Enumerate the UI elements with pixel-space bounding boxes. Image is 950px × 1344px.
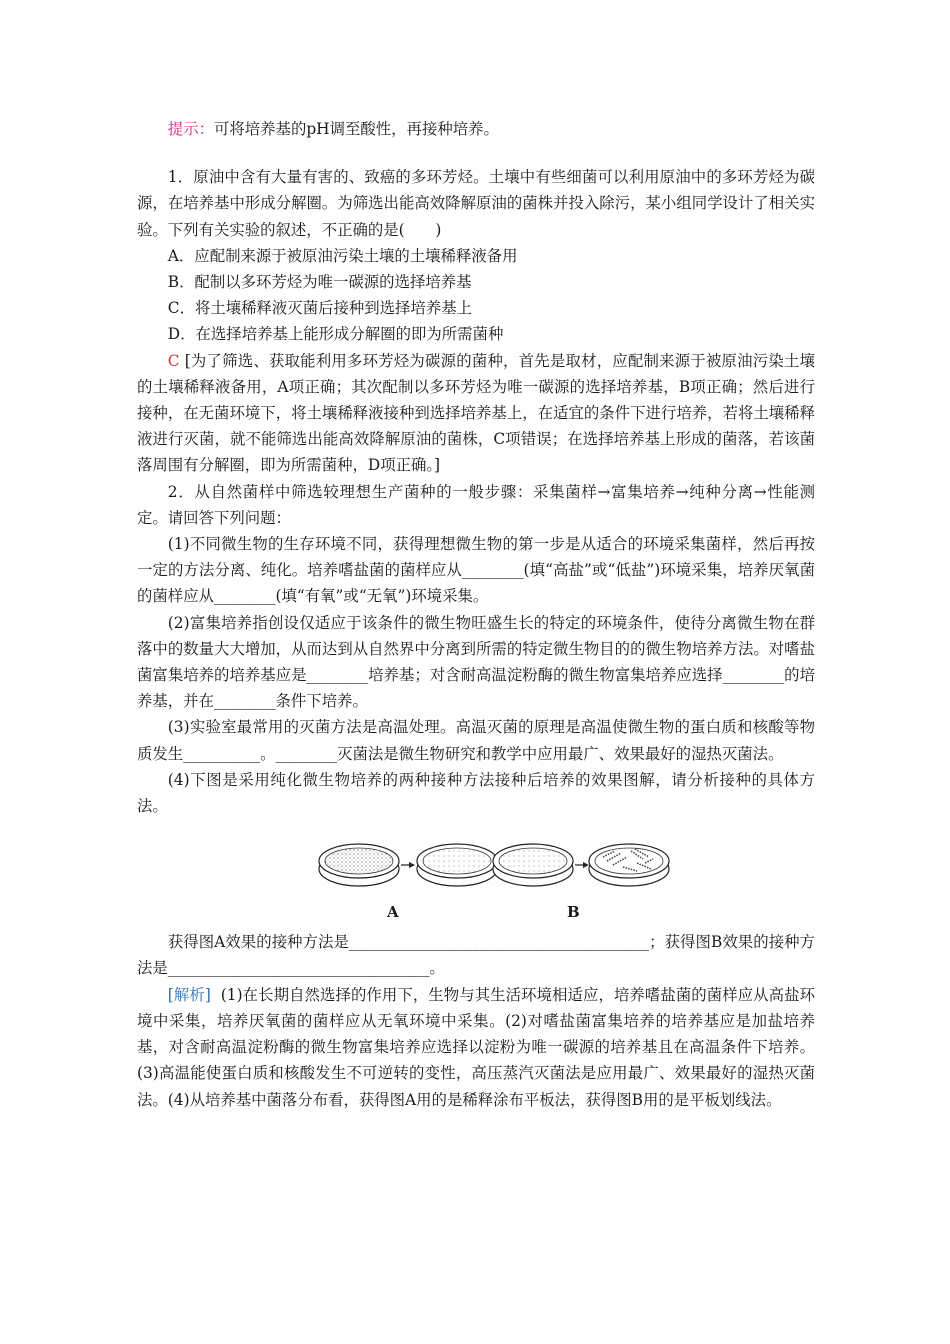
q2-analysis: (1)在长期自然选择的作用下，生物与其生活环境相适应，培养嗜盐菌的菌样应从高盐环境中采集，培养厌氧菌的菌样应从无氧环境中采集。(2)对嗜盐菌富集培养的培养基应是加盐培养基，对含耐高温淀粉酶的微生物富集培养应选择以淀粉为唯一碳源的培养基且在高温条件下培养。(3)高温能使蛋白质和核酸发生不可逆转的变性，高压蒸汽灭菌法是应用最广、效果最好的湿热灭菌法。(4)从培养基中菌落分布看，获得图A用的是稀释涂布平板法，获得图B用的是平板划线法。 xyxy=(137,985,815,1109)
q1-option-c: C．将土壤稀释液灭菌后接种到选择培养基上 xyxy=(167,299,472,318)
q1-answer: C xyxy=(167,351,180,370)
q2-part3: (3)实验室最常用的灭菌方法是高温处理。高温灭菌的原理是高温使微生物的蛋白质和核酸等物质发生__________。________灭菌法是微生物研究和教学中应用最广、效果最好的湿热灭菌法。 xyxy=(137,718,815,763)
dish-a-before xyxy=(319,844,399,886)
q2-part2: (2)富集培养指创设仅适应于该条件的微生物旺盛生长的特定的环境条件，使待分离微生物在群落中的数量大大增加，从而达到从自然界中分离到所需的特定微生物目的的微生物培养方法。对嗜盐菌富集培养的培养基应是________培养基；对含耐高温淀粉酶的微生物富集培养应选择________的培养基，并在________条件下培养。 xyxy=(137,613,815,711)
q1-option-d: D．在选择培养基上能形成分解圈的即为所需菌种 xyxy=(167,325,504,344)
dish-b-before xyxy=(493,844,573,886)
arrow-icon xyxy=(401,862,415,868)
q2-analysis-paragraph xyxy=(137,982,815,1113)
dish-b-after xyxy=(589,844,669,886)
hint-label: 提示： xyxy=(167,120,214,138)
q1-option-b: B．配制以多环芳烃为唯一碳源的选择培养基 xyxy=(167,273,472,292)
petri-dish-illustration xyxy=(137,829,815,899)
q1-stem: 1．原油中含有大量有害的、致癌的多环芳烃。土壤中有些细菌可以利用原油中的多环芳烃为碳源，在培养基中形成分解圈。为筛选出能高效降解原油的菌株并投入除污，某小组同学设计了相关实验。下列有关实验的叙述，不正确的是( ) xyxy=(137,168,815,239)
hint-text: 可将培养基的pH调至酸性，再接种培养。 xyxy=(213,120,499,138)
petri-dish-figure xyxy=(137,829,815,899)
q1-explanation-paragraph xyxy=(137,348,815,479)
figure-label-a: A xyxy=(387,903,399,922)
q1-explanation: [为了筛选、获取能利用多环芳烃为碳源的菌种，首先是取材，应配制来源于被原油污染土壤的土壤稀释液备用，A项正确；其次配制以多环芳烃为唯一碳源的选择培养基，B项正确；然后进行接种，在无菌环境下，将土壤稀释液接种到选择培养基上，在适宜的条件下进行培养，若将土壤稀释液进行灭菌，就不能筛选出能高效降解原油的菌株，C项错误；在选择培养基上形成的菌落，若该菌落周围有分解圈，即为所需菌种，D项正确。] xyxy=(137,351,815,475)
figure-label-b: B xyxy=(567,903,580,922)
q2-stem: 2．从自然菌样中筛选较理想生产菌种的一般步骤：采集菌样→富集培养→纯种分离→性能测定。请回答下列问题： xyxy=(137,482,815,527)
hint-paragraph xyxy=(137,116,815,142)
document-page xyxy=(137,116,815,1113)
q2-part1: (1)不同微生物的生存环境不同，获得理想微生物的第一步是从适合的环境采集菌样，然后再按一定的方法分离、纯化。培养嗜盐菌的菌样应从________(填“高盐”或“低盐”)环境采集，培养厌氧菌的菌样应从________(填“有氧”或“无氧”)环境采集。 xyxy=(137,535,815,606)
dish-a-after xyxy=(417,844,497,886)
analysis-label: [解析] xyxy=(167,985,211,1004)
arrow-icon xyxy=(575,862,589,868)
q2-part4: (4)下图是采用纯化微生物培养的两种接种方法接种后培养的效果图解，请分析接种的具体方法。 xyxy=(137,770,815,816)
q2-fill: 获得图A效果的接种方法是_______________________________________；获得图B效果的接种方法是__________________________________。 xyxy=(137,933,815,978)
q1-option-a: A．应配制来源于被原油污染土壤的土壤稀释液备用 xyxy=(167,246,518,265)
figure-labels xyxy=(137,903,815,925)
